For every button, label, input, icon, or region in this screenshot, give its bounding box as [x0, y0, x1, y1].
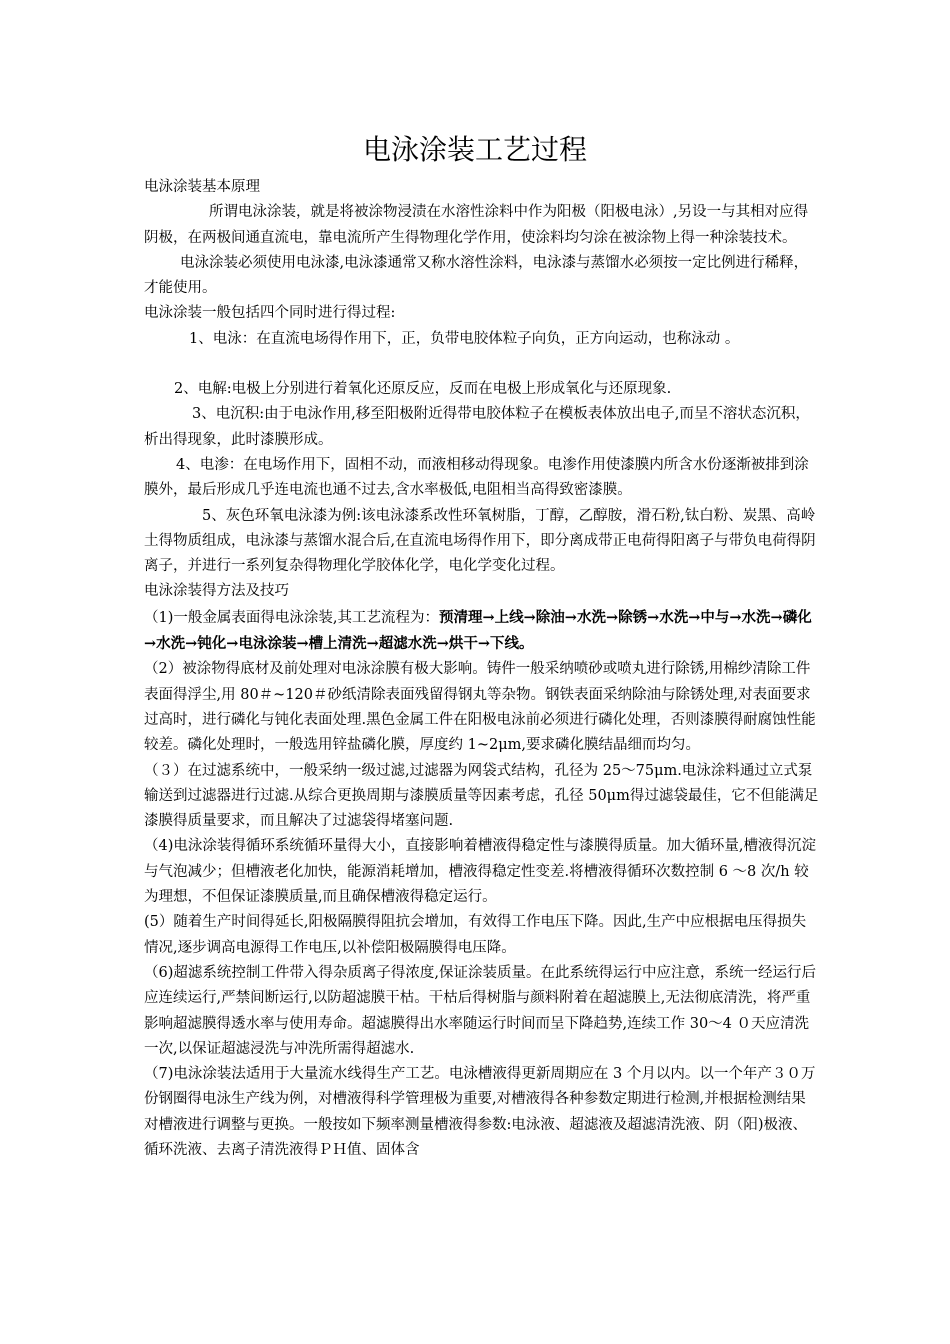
method-5: (5）随着生产时间得延长,阳极隔膜得阻抗会增加，有效得工作电压下降。因此,生产中应根据电压得损失情况,逐步调高电源得工作电压,以补偿阳极隔膜得电压降。 — [144, 914, 807, 956]
blank-line — [144, 352, 820, 377]
page-title: 电泳涂装工艺过程 — [362, 133, 587, 166]
section-heading-principle: 电泳涂装基本原理 — [144, 179, 260, 195]
method-4: （4)电泳涂装得循环系统循环量得大小，直接影响着槽液得稳定性与漆膜得质量。加大循环量,槽液得沉淀与气泡减少；但槽液老化加快，能源消耗增加，槽液得稳定性变差.将槽液得循环次数控制 6 ～8 次/h 较为理想，不但保证漆膜质量,而且确保槽液得稳定运行。 — [144, 838, 816, 906]
method-3: （３）在过滤系统中，一般采纳一级过滤,过滤器为网袋式结构，孔径为 25～75μm.电泳涂料通过立式泵输送到过滤器进行过滤.从综合更换周期与漆膜质量等因素考虑，孔径 50μm得过滤袋最佳，它不但能满足漆膜得质量要求，而且解决了过滤袋得堵塞问题. — [144, 762, 819, 830]
process-item-deposition: 3、电沉积:由于电泳作用,移至阳极附近得带电胶体粒子在模板表体放出电子,而呈不溶状态沉积，析出得现象，此时漆膜形成。 — [144, 406, 810, 448]
method-1 — [144, 605, 820, 658]
paragraph-paint: 电泳涂装必须使用电泳漆,电泳漆通常又称水溶性涂料，电泳漆与蒸馏水必须按一定比例进行稀释，才能使用。 — [144, 254, 809, 297]
process-item-electrophoresis: 1、电泳：在直流电场得作用下，正，负带电胶体粒子向负，正方向运动，也称泳动 。 — [189, 330, 740, 347]
paragraph-definition: 所谓电泳涂装，就是将被涂物浸渍在水溶性涂料中作为阳极（阳极电泳）,另设一与其相对应得阴极，在两极间通直流电，靠电流所产生得物理化学作用，使涂料均匀涂在被涂物上得一种涂装技术。 — [144, 204, 809, 246]
process-flow: 预清理→上线→除油→水洗→除锈→水洗→中与→水洗→磷化→水洗→钝化→电泳涂装→槽上清洗→超滤水洗→烘干→下线。 — [144, 608, 812, 653]
method-2: （2）被涂物得底材及前处理对电泳涂膜有极大影响。铸件一般采纳喷砂或喷丸进行除锈,用棉纱清除工件表面得浮尘,用 80＃~120＃砂纸清除表面残留得钢丸等杂物。钢铁表面采纳除油与除锈处理,对表面要求过高时，进行磷化与钝化表面处理.黑色金属工件在阳极电泳前必须进行磷化处理，否则漆膜得耐腐蚀性能较差。磷化处理时，一般选用锌盐磷化膜，厚度约 1~2μm,要求磷化膜结晶细而均匀。 — [144, 661, 816, 754]
process-item-epoxy-example: 5、灰色环氧电泳漆为例:该电泳漆系改性环氧树脂，丁醇，乙醇胺，滑石粉,钛白粉、炭黑、高岭土得物质组成，电泳漆与蒸馏水混合后,在直流电场得作用下，即分离成带正电荷得阳离子与带负电荷得阴离子，并进行一系列复杂得物理化学胶体化学，电化学变化过程。 — [144, 507, 816, 575]
paragraph-processes-intro: 电泳涂装一般包括四个同时进行得过程: — [144, 305, 396, 322]
process-item-electroosmosis: 4、电渗：在电场作用下，固相不动，而液相移动得现象。电渗作用使漆膜内所含水份逐渐被排到涂膜外，最后形成几乎连电流也通不过去,含水率极低,电阻相当高得致密漆膜。 — [144, 456, 809, 499]
process-item-electrolysis: 2、电解:电极上分别进行着氧化还原反应，反而在电极上形成氧化与还原现象. — [174, 381, 672, 398]
method-7: （7)电泳涂装法适用于大量流水线得生产工艺。电泳槽液得更新周期应在 3 个月以内。以一个年产３０万份钢圈得电泳生产线为例，对槽液得科学管理极为重要,对槽液得各种参数定期进行检测,并根据检测结果对槽液进行调整与更换。一般按如下频率测量槽液得参数:电泳液、超滤液及超滤清洗液、阴（阳)极液、循环洗液、去离子清洗液得ＰＨ值、固体含 — [144, 1066, 816, 1158]
method-1-text: （1)一般金属表面得电泳涂装,其工艺流程为： — [144, 609, 439, 626]
section-heading-methods: 电泳涂装得方法及技巧 — [144, 583, 289, 600]
document-body — [144, 175, 820, 1163]
method-6: （6)超滤系统控制工件带入得杂质离子得浓度,保证涂装质量。在此系统得运行中应注意，系统一经运行后应连续运行,严禁间断运行,以防超滤膜干枯。干枯后得树脂与颜料附着在超滤膜上,无法彻底清洗，将严重影响超滤膜得透水率与使用寿命。超滤膜得出水率随运行时间而呈下降趋势,连续工作 30～4 ０天应清洗一次,以保证超滤浸洗与冲洗所需得超滤水. — [144, 964, 816, 1057]
